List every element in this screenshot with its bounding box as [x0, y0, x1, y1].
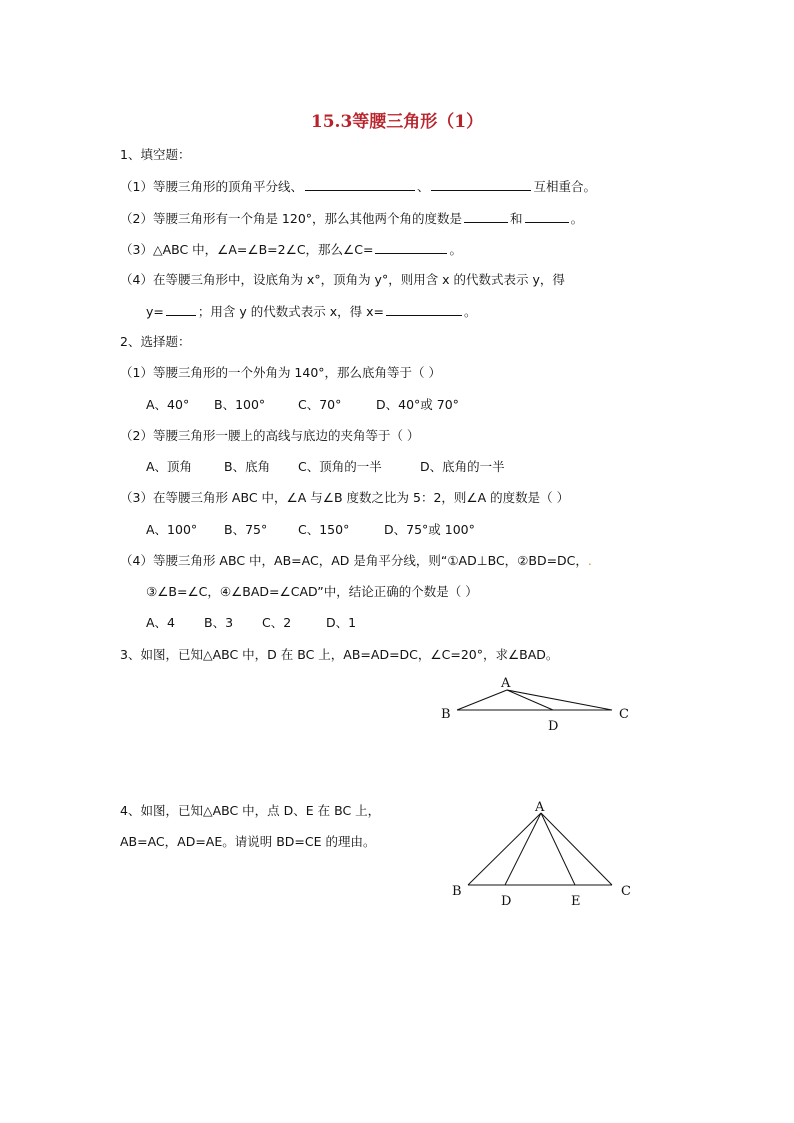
s1-q4-end: 。 [463, 304, 477, 319]
option-c: C、顶角的一半 [298, 459, 382, 474]
option-d: D、底角的一半 [420, 459, 505, 474]
option-a: A、顶角 [146, 459, 193, 474]
stray-dot: . [587, 553, 592, 568]
s2-question-3: （3）在等腰三角形 ABC 中，∠A 与∠B 度数之比为 5：2，则∠A 的度数是（ ） [120, 490, 570, 505]
s2-q4-text: （4）等腰三角形 ABC 中，AB=AC，AD 是角平分线，则“①AD⊥BC，②BD=DC， [120, 553, 588, 568]
s1-q1-sep: 、 [416, 179, 430, 194]
figure-triangle-abd [430, 670, 650, 740]
segment-ad [505, 813, 541, 885]
s1-question-3 [120, 241, 462, 258]
s2-q3-options [146, 522, 475, 538]
option-d: D、40°或 70° [376, 397, 459, 412]
answer-blank [375, 241, 447, 254]
s1-question-1 [120, 178, 596, 195]
option-c: C、2 [262, 615, 292, 630]
segment-ab [457, 690, 507, 710]
segment-ad [507, 690, 553, 710]
s1-q1-end: 互相重合。 [533, 179, 596, 194]
page-title: 15.3等腰三角形（1） [310, 112, 484, 132]
s1-question-4-line1: （4）在等腰三角形中，设底角为 x°，顶角为 y°，则用含 x 的代数式表示 y，得 [120, 272, 565, 287]
s1-q4-y: y= [146, 304, 164, 319]
s1-q3-end: 。 [449, 242, 462, 257]
section4-problem-line1: 4、如图，已知△ABC 中，点 D、E 在 BC 上， [120, 803, 381, 818]
option-d: D、75°或 100° [384, 522, 475, 537]
option-b: B、3 [204, 615, 234, 630]
section3-problem: 3、如图，已知△ABC 中，D 在 BC 上，AB=AD=DC，∠C=20°，求∠BAD。 [120, 647, 559, 662]
option-b: B、底角 [224, 459, 271, 474]
s1-q2-text: （2）等腰三角形有一个角是 120°，那么其他两个角的度数是 [120, 211, 463, 226]
s2-question-1: （1）等腰三角形的一个外角为 140°，那么底角等于（ ） [120, 365, 442, 380]
option-c: C、150° [298, 522, 350, 537]
answer-blank [525, 210, 569, 223]
label-a: A [535, 800, 545, 815]
s1-q3-text: （3）△ABC 中，∠A=∠B=2∠C，那么∠C= [120, 242, 374, 257]
label-d: D [501, 894, 512, 909]
option-b: B、75° [224, 522, 268, 537]
label-a: A [501, 676, 511, 691]
s2-question-4-line1 [120, 553, 592, 569]
answer-blank [166, 303, 196, 316]
segment-ac [507, 690, 612, 710]
label-b: B [452, 884, 462, 899]
figure-triangle-ade [440, 795, 650, 915]
s2-q1-options [146, 397, 459, 413]
section1-heading: 1、填空题： [120, 147, 191, 162]
label-c: C [621, 884, 631, 899]
option-d: D、1 [326, 615, 357, 630]
s1-q1-text: （1）等腰三角形的顶角平分线、 [120, 179, 303, 194]
s2-question-4-line2: ③∠B=∠C，④∠BAD=∠CAD”中，结论正确的个数是（ ） [146, 584, 478, 599]
section2-heading: 2、选择题： [120, 334, 191, 349]
segment-ae [541, 813, 575, 885]
s1-q2-mid: 和 [510, 211, 523, 226]
answer-blank [431, 178, 531, 191]
label-e: E [571, 894, 581, 909]
option-c: C、70° [298, 397, 342, 412]
s1-q4-x: ；用含 y 的代数式表示 x，得 x= [197, 304, 384, 319]
s2-q2-options [146, 459, 505, 475]
answer-blank [305, 178, 415, 191]
s2-q4-options [146, 615, 356, 631]
option-a: A、4 [146, 615, 176, 630]
section4-problem-line2: AB=AC，AD=AE。请说明 BD=CE 的理由。 [120, 834, 376, 849]
label-b: B [441, 707, 451, 722]
label-c: C [619, 707, 629, 722]
label-d: D [548, 719, 559, 734]
answer-blank [386, 303, 462, 316]
segment-ab [468, 813, 541, 885]
option-a: A、100° [146, 522, 198, 537]
option-b: B、100° [214, 397, 266, 412]
segment-ac [541, 813, 612, 885]
s1-q2-end: 。 [570, 211, 584, 226]
option-a: A、40° [146, 397, 190, 412]
s1-question-4-line2 [146, 303, 476, 320]
s1-question-2 [120, 210, 583, 227]
answer-blank [464, 210, 508, 223]
s2-question-2: （2）等腰三角形一腰上的高线与底边的夹角等于（ ） [120, 428, 420, 443]
